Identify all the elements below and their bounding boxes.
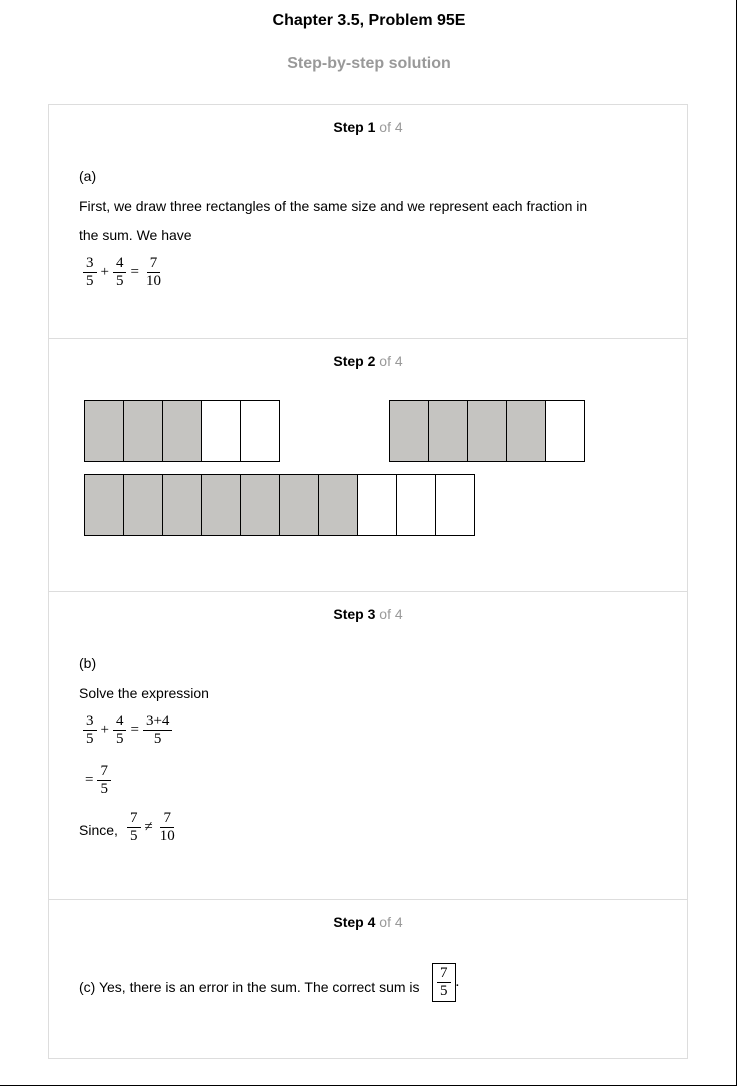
shaded-cell [124, 401, 163, 461]
plus-sign: + [100, 722, 109, 738]
empty-cell [546, 401, 584, 461]
step-4-header [49, 914, 687, 930]
page-subtitle: Step-by-step solution [287, 55, 451, 72]
fraction: $\frac{4}{5}$ [113, 713, 127, 748]
step-word: Step [333, 606, 364, 622]
step-number: 4 [367, 914, 376, 930]
step-2 [49, 339, 687, 592]
shaded-cell [390, 401, 429, 461]
shaded-cell [163, 401, 202, 461]
shaded-cell [163, 475, 202, 535]
fraction: $\frac{4}{5}$ [113, 255, 127, 290]
plus-sign: + [100, 264, 109, 280]
boxed-answer [432, 963, 459, 1002]
step-4 [49, 900, 687, 1058]
shaded-cell [85, 401, 124, 461]
step-3-header [49, 606, 687, 622]
shaded-cell [319, 475, 358, 535]
step-number: 1 [367, 119, 376, 135]
step-of-total: of 4 [379, 606, 403, 622]
equals-sign: = [130, 722, 139, 738]
step-3-equation-1 [81, 713, 174, 748]
period: . [455, 974, 460, 990]
fraction-rectangle-four-fifths [389, 400, 585, 462]
step-1-text-line-1: First, we draw three rectangles of the same size and we represent each fraction in [79, 198, 588, 214]
shaded-cell [468, 401, 507, 461]
step-word: Step [333, 119, 364, 135]
fraction: $\frac{3+4}{5}$ [143, 713, 172, 748]
shaded-cell [429, 401, 468, 461]
equals-sign: = [130, 264, 139, 280]
not-equal-sign: ≠ [144, 819, 153, 835]
shaded-cell [85, 475, 124, 535]
step-1-equation [81, 255, 166, 290]
fraction-rectangle-seven-tenths [84, 474, 475, 536]
fraction: $\frac{7}{5}$ [97, 763, 111, 798]
shaded-cell [202, 475, 241, 535]
since-label: Since, [79, 822, 118, 838]
empty-cell [241, 401, 279, 461]
page-title: Chapter 3.5, Problem 95E [272, 12, 466, 29]
step-word: Step [333, 914, 364, 930]
fraction: $\frac{7}{5}$ [127, 810, 141, 845]
step-4-text: (c) Yes, there is an error in the sum. The correct sum is [79, 979, 420, 995]
shaded-cell [124, 475, 163, 535]
fraction: $\frac{3}{5}$ [83, 255, 97, 290]
empty-cell [397, 475, 436, 535]
solution-container [48, 104, 688, 1059]
fraction: $\frac{7}{10}$ [145, 255, 161, 289]
step-3 [49, 592, 687, 900]
shaded-cell [507, 401, 546, 461]
fraction: $\frac{7}{5}$ [437, 965, 451, 1000]
step-of-total: of 4 [379, 353, 403, 369]
step-1-text-line-2: the sum. We have [79, 227, 192, 243]
part-label: (b) [79, 655, 97, 671]
fraction: $\frac{7}{10}$ [159, 810, 175, 844]
part-label: (a) [79, 168, 97, 184]
answer-box [432, 963, 456, 1002]
step-3-since-equation [125, 810, 180, 845]
step-word: Step [333, 353, 364, 369]
step-number: 2 [367, 353, 376, 369]
shaded-cell [241, 475, 280, 535]
step-number: 3 [367, 606, 376, 622]
fraction: $\frac{3}{5}$ [83, 713, 97, 748]
step-of-total: of 4 [379, 119, 403, 135]
step-of-total: of 4 [379, 914, 403, 930]
empty-cell [436, 475, 474, 535]
step-1 [49, 105, 687, 339]
fraction-rectangle-three-fifths [84, 400, 280, 462]
step-3-equation-2 [83, 763, 113, 798]
shaded-cell [280, 475, 319, 535]
empty-cell [358, 475, 397, 535]
equals-sign: = [85, 772, 94, 788]
step-2-header [49, 353, 687, 369]
step-3-text-line-1: Solve the expression [79, 685, 209, 701]
empty-cell [202, 401, 241, 461]
step-1-header [49, 119, 687, 135]
